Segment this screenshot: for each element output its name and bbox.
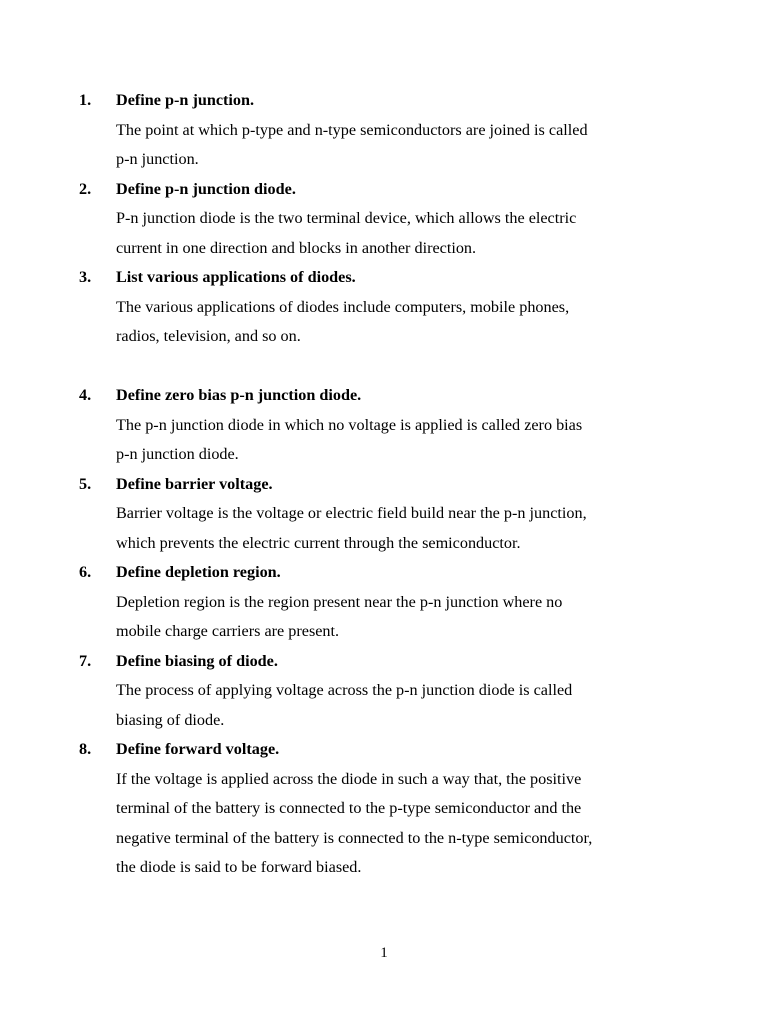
answer-line: radios, television, and so on. <box>116 327 301 345</box>
question-number: 5. <box>79 474 92 493</box>
question-number: 3. <box>79 268 92 286</box>
qa-item-2 <box>79 175 679 264</box>
question-text: Define p-n junction diode. <box>116 179 296 198</box>
answer-line: The various applications of diodes include computers, mobile phones, <box>116 297 570 316</box>
question-number: 2. <box>79 179 92 198</box>
answer-line: If the voltage is applied across the diode in such a way that, the positive <box>116 769 582 788</box>
answer-line: The point at which p-type and n-type semiconductors are joined is called <box>116 120 588 139</box>
question-text: Define barrier voltage. <box>116 474 273 493</box>
page-number: 1 <box>380 945 388 961</box>
question-text: Define p-n junction. <box>116 91 255 109</box>
answer-line: terminal of the battery is connected to the p-type semiconductor and the <box>116 799 582 817</box>
answer-line: which prevents the electric current through the semiconductor. <box>116 533 521 552</box>
qa-item-6 <box>79 558 679 647</box>
question-text: Define biasing of diode. <box>116 651 278 670</box>
question-text: Define depletion region. <box>116 563 281 581</box>
question-number: 7. <box>79 651 92 670</box>
answer-line: Barrier voltage is the voltage or electric field build near the p-n junction, <box>116 504 587 522</box>
answer-line: mobile charge carriers are present. <box>116 622 340 640</box>
answer-line: current in one direction and blocks in another direction. <box>116 238 477 257</box>
question-text: List various applications of diodes. <box>116 268 356 286</box>
qa-item-4 <box>79 381 679 470</box>
answer-line: p-n junction diode. <box>116 445 239 463</box>
answer-line: negative terminal of the battery is connected to the n-type semiconductor, <box>116 828 593 847</box>
answer-line: p-n junction. <box>116 150 199 168</box>
answer-line: the diode is said to be forward biased. <box>116 858 362 876</box>
question-text: Define zero bias p-n junction diode. <box>116 386 362 404</box>
answer-line: Depletion region is the region present near the p-n junction where no <box>116 592 563 611</box>
qa-item-7 <box>79 647 679 736</box>
question-number: 8. <box>79 740 92 758</box>
question-number: 1. <box>79 91 92 109</box>
answer-line: The p-n junction diode in which no voltage is applied is called zero bias <box>116 415 583 434</box>
answer-line: P-n junction diode is the two terminal device, which allows the electric <box>116 209 577 227</box>
question-number: 6. <box>79 563 92 581</box>
qa-item-1 <box>79 86 679 175</box>
question-number: 4. <box>79 386 92 404</box>
question-answer-list <box>79 86 679 883</box>
qa-item-3 <box>79 263 679 352</box>
qa-item-5 <box>79 470 679 559</box>
qa-item-8 <box>79 735 679 883</box>
answer-line: The process of applying voltage across the p-n junction diode is called <box>116 681 573 699</box>
answer-line: biasing of diode. <box>116 710 225 729</box>
question-text: Define forward voltage. <box>116 740 280 758</box>
